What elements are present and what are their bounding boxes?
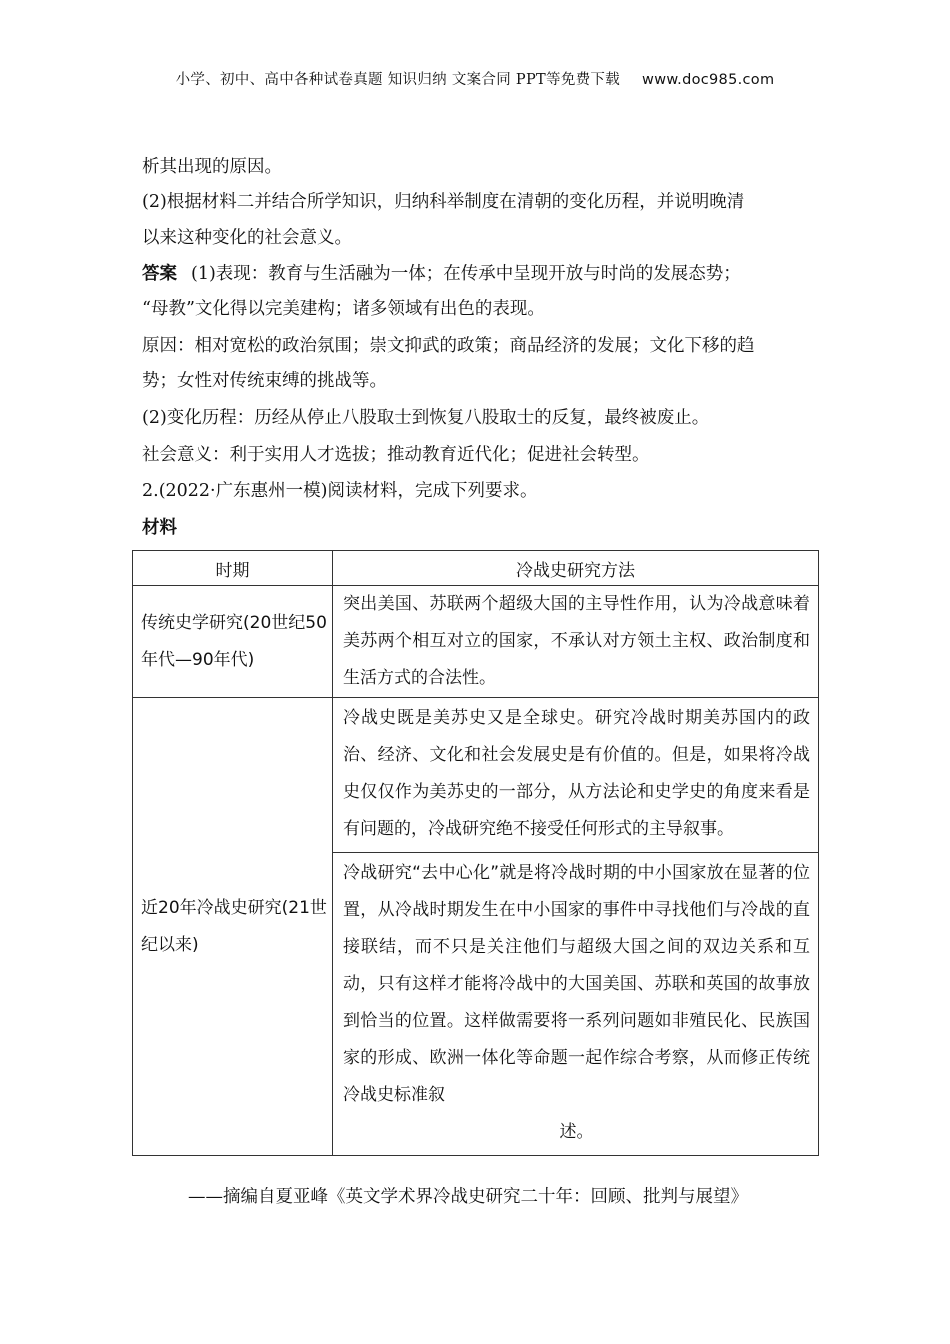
period-recent: 近20年冷战史研究(21世纪以来) — [133, 698, 333, 1156]
text-line: 以来这种变化的社会意义。 — [142, 228, 352, 248]
text-line: 析其出现的原因。 — [142, 157, 282, 177]
header-text: 小学、初中、高中各种试卷真题 知识归纳 文案合同 PPT等免费下载 — [175, 72, 621, 88]
answer-line-3: 原因：相对宽松的政治氛围；崇文抑武的政策；商品经济的发展；文化下移的趋 — [142, 336, 755, 356]
answer-line-4: 势；女性对传统束缚的挑战等。 — [142, 371, 387, 391]
source-citation: ——摘编自夏亚峰《英文学术界冷战史研究二十年：回顾、批判与展望》 — [188, 1187, 748, 1207]
question-2-part2: (2)根据材料二并结合所学知识，归纳科举制度在清朝的变化历程，并说明晚清 — [142, 192, 745, 212]
answer-label: 答案 — [142, 264, 177, 284]
method-traditional: 突出美国、苏联两个超级大国的主导性作用，认为冷战意味着美苏两个相互对立的国家，不承认对方领土主权、政治制度和生活方式的合法性。 — [333, 586, 819, 698]
period-traditional: 传统史学研究(20世纪50年代—90年代) — [133, 586, 333, 698]
question-2-title: 2.(2022·广东惠州一模)阅读材料，完成下列要求。 — [142, 481, 538, 501]
answer-line-6: 社会意义：利于实用人才选拔；推动教育近代化；促进社会转型。 — [142, 445, 650, 465]
material-label: 材料 — [142, 518, 177, 538]
answer-line-1 — [142, 262, 812, 286]
method-recent — [333, 698, 819, 1156]
header-period: 时期 — [133, 551, 333, 586]
table-row — [133, 586, 819, 698]
table-row — [133, 698, 819, 1156]
header-method: 冷战史研究方法 — [333, 551, 819, 586]
answer-line-5: (2)变化历程：历经从停止八股取士到恢复八股取士的反复，最终被废止。 — [142, 408, 710, 428]
table-header-row — [133, 551, 819, 586]
answer-line-2: “母教”文化得以完美建构；诸多领域有出色的表现。 — [142, 299, 545, 319]
method-recent-part-b — [333, 853, 818, 1155]
method-recent-part-b-text: 冷战研究“去中心化”就是将冷战时期的中小国家放在显著的位置，从冷战时期发生在中小国家的事件中寻找他们与冷战的直接联结，而不只是关注他们与超级大国之间的双边关系和互动，只有这样才能将冷战中的大国美国、苏联和英国的故事放到恰当的位置。这样做需要将一系列问题如非殖民化、民族国家的形成、欧洲一体化等命题一起作综合考察，从而修正传统冷战史标准叙 — [343, 863, 810, 1105]
answer-text: (1)表现：教育与生活融为一体；在传承中呈现开放与时尚的发展态势； — [191, 264, 741, 284]
method-recent-part-a: 冷战史既是美苏史又是全球史。研究冷战时期美苏国内的政治、经济、文化和社会发展史是有价值的。但是，如果将冷战史仅仅作为美苏史的一部分，从方法论和史学史的角度来看是有问题的，冷战研究绝不接受任何形式的主导叙事。 — [333, 698, 818, 853]
method-recent-part-b-end: 述。 — [559, 1122, 594, 1142]
material-table — [132, 550, 819, 1156]
page-header — [0, 68, 950, 89]
header-site-link[interactable]: www.doc985.com — [642, 72, 775, 88]
